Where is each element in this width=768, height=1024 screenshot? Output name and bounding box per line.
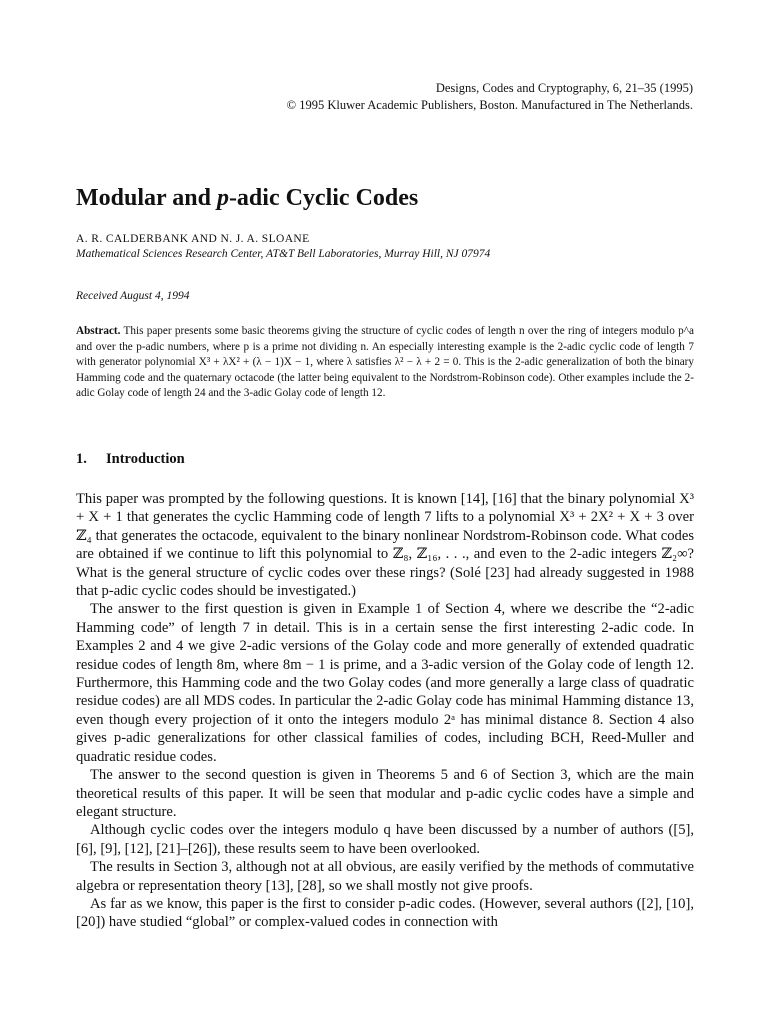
title-part-2: -adic Cyclic Codes	[228, 185, 419, 211]
abstract-label: Abstract.	[76, 325, 121, 337]
affiliation: Mathematical Sciences Research Center, AT&T Bell Laboratories, Murray Hill, NJ 07974	[76, 248, 491, 260]
abstract	[76, 324, 694, 402]
section-heading	[76, 451, 185, 468]
received-date: Received August 4, 1994	[76, 290, 190, 302]
authors: A. R. CALDERBANK AND N. J. A. SLOANE	[76, 233, 310, 245]
paragraph: The answer to the second question is given in Theorems 5 and 6 of Section 3, which are the main theoretical results of this paper. It will be seen that modular and p-adic cyclic codes have a simple and elegant structure.	[76, 767, 694, 820]
paper-title	[76, 182, 418, 214]
journal-citation: Designs, Codes and Cryptography, 6, 21–35 (1995)	[435, 81, 693, 95]
title-part-1: Modular and	[76, 185, 217, 211]
paragraph: This paper was prompted by the following questions. It is known [14], [16] that the binary polynomial X³ + X + 1 that generates the cyclic Hamming code of length 7 lifts to a polynomial X³ + 2X² + X + 3 over ℤ₄ that generates the octacode, equivalent to the binary nonlinear Nordstrom-Robinson code. What codes are obtained if we continue to lift this polynomial to ℤ₈, ℤ₁₆, . . ., and even to the 2-adic integers ℤ₂∞? What is the general structure of cyclic codes over these rings? (Solé [23] had already suggested in 1988 that p-adic cyclic codes should be investigated.)	[76, 491, 694, 600]
title-p-variable: p	[216, 185, 229, 211]
section-number: 1.	[76, 451, 87, 467]
section-title: Introduction	[106, 451, 185, 467]
paragraph: Although cyclic codes over the integers modulo q have been discussed by a number of authors ([5], [6], [9], [12], [21]–[26]), these results seem to have been overlooked.	[76, 822, 694, 857]
paragraph: As far as we know, this paper is the first to consider p-adic codes. (However, several authors ([2], [10], [20]) have studied “global” or complex-valued codes in connection with	[76, 895, 694, 931]
section-body	[76, 490, 694, 932]
copyright-notice: © 1995 Kluwer Academic Publishers, Boston. Manufactured in The Netherlands.	[286, 98, 693, 112]
abstract-text: This paper presents some basic theorems giving the structure of cyclic codes of length n over the ring of integers modulo p^a and over the p-adic numbers, where p is a prime not dividing n. An especially interesting example is the 2-adic cyclic code of length 7 with generator polynomial X³ + λX² + (λ − 1)X − 1, where λ satisfies λ² − λ + 2 = 0. This is the 2-adic generalization of both the binary Hamming code and the quaternary octacode (the latter being equivalent to the Nordstrom-Robinson code). Other examples include the 2-adic Golay code of length 24 and the 3-adic Golay code of length 12.	[76, 325, 694, 399]
paragraph: The results in Section 3, although not at all obvious, are easily verified by the methods of commutative algebra or representation theory [13], [28], so we shall mostly not give proofs.	[76, 859, 694, 894]
paragraph: The answer to the first question is given in Example 1 of Section 4, where we describe the “2-adic Hamming code” of length 7 in detail. This is in a certain sense the first interesting 2-adic code. In Examples 2 and 4 we give 2-adic versions of the Golay code and more generally of extended quadratic residue codes of length 8m, where 8m − 1 is prime, and a 3-adic version of the Golay code of length 12. Furthermore, this Hamming code and the two Golay codes (and more generally a large class of quadratic residue codes) are all MDS codes. In particular the 2-adic Golay code has minimal Hamming distance 13, even though every projection of it onto the integers modulo 2ᵃ has minimal distance 8. Section 4 also gives p-adic generalizations for other classical families of codes, including BCH, Reed-Muller and quadratic residue codes.	[76, 601, 694, 765]
journal-header	[287, 80, 693, 114]
